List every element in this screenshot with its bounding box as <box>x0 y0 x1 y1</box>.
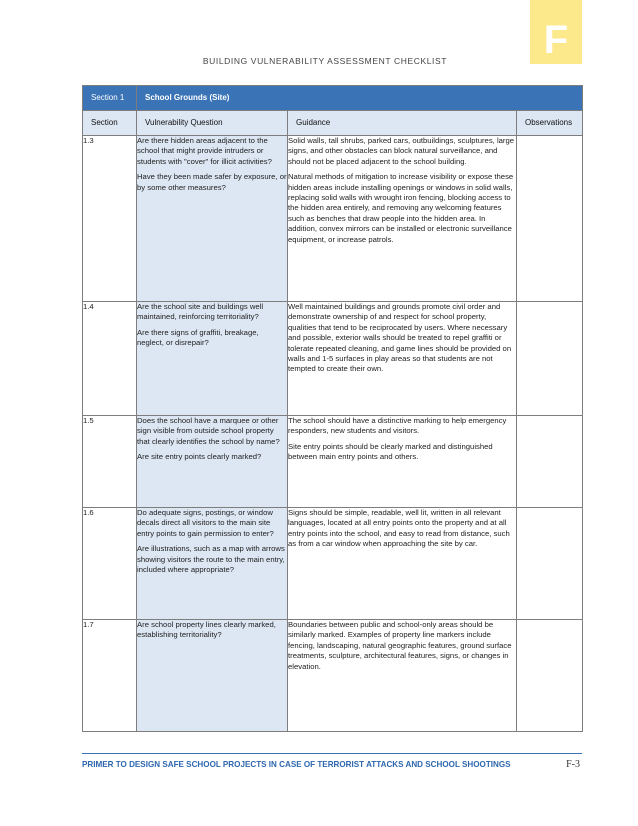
column-header-section: Section <box>83 111 137 136</box>
row-number: 1.5 <box>83 416 137 508</box>
observations-cell[interactable] <box>517 620 583 732</box>
footer-divider <box>82 753 582 754</box>
question-cell <box>137 620 288 732</box>
checklist-table <box>82 85 583 732</box>
column-header-guidance: Guidance <box>288 111 517 136</box>
question-text: Do adequate signs, postings, or window decals direct all visitors to the main site entry points to gain permission to enter? <box>137 508 274 538</box>
section-title: School Grounds (Site) <box>137 86 583 111</box>
question-text: Are site entry points clearly marked? <box>137 452 262 462</box>
table-row <box>83 302 583 416</box>
observations-cell[interactable] <box>517 416 583 508</box>
guidance-cell <box>288 136 517 302</box>
guidance-text: Site entry points should be clearly marked and distinguished between main entry points and others. <box>288 441 493 462</box>
document-title: BUILDING VULNERABILITY ASSESSMENT CHECKLIST <box>202 56 448 66</box>
row-number: 1.7 <box>83 620 137 732</box>
guidance-cell <box>288 508 517 620</box>
question-text: Are illustrations, such as a map with arrows showing visitors the route to the main entry, included where appropriate? <box>137 544 285 575</box>
appendix-letter: F <box>543 18 569 62</box>
question-text: Does the school have a marquee or other sign visible from outside school property that clearly identifies the school by name? <box>137 416 280 446</box>
row-number: 1.6 <box>83 508 137 620</box>
table-row <box>83 620 583 732</box>
row-number: 1.4 <box>83 302 137 416</box>
guidance-text: Signs should be simple, readable, well lit, written in all relevant languages, located at all entry points onto the property and at all entry points into the school, and easy to read from distance, such as from a car window when approaching the site by car. <box>288 508 510 549</box>
column-header-row <box>83 111 583 136</box>
column-header-observations: Observations <box>517 111 583 136</box>
observations-cell[interactable] <box>517 302 583 416</box>
question-text: Are the school site and buildings well maintained, reinforcing territoriality? <box>137 302 264 322</box>
guidance-cell <box>288 302 517 416</box>
footer-title: PRIMER TO DESIGN SAFE SCHOOL PROJECTS IN CASE OF TERRORIST ATTACKS AND SCHOOL SHOOTINGS <box>82 760 511 769</box>
question-text: Are there hidden areas adjacent to the school that might provide intruders or students with "cover" for illicit activities? <box>137 136 272 166</box>
page-number: F-3 <box>566 759 580 770</box>
guidance-text: Natural methods of mitigation to increase visibility or expose these hidden areas include installing openings or windows in solid walls, replacing solid walls with wrought iron fencing, blocking access to the hidden area entirely, and removing any welcoming features such as benches that draw people into the hidden area. In addition, convex mirrors can be installed or electronic surveillance equipment, or increase patrols. <box>288 172 514 244</box>
column-header-question: Vulnerability Question <box>137 111 288 136</box>
guidance-text: The school should have a distinctive marking to help emergency responders, new students and visitors. <box>288 416 507 436</box>
question-text: Are there signs of graffiti, breakage, neglect, or disrepair? <box>137 327 259 348</box>
guidance-text: Solid walls, tall shrubs, parked cars, outbuildings, sculptures, large signs, and other obstacles can block natural surveillance, and should not be placed adjacent to the school building. <box>288 136 515 166</box>
row-number: 1.3 <box>83 136 137 302</box>
question-cell <box>137 302 288 416</box>
question-text: Have they been made safer by exposure, or by some other measures? <box>137 172 287 192</box>
question-cell <box>137 508 288 620</box>
table-row <box>83 136 583 302</box>
observations-cell[interactable] <box>517 508 583 620</box>
guidance-cell <box>288 620 517 732</box>
appendix-tab <box>530 0 582 64</box>
guidance-cell <box>288 416 517 508</box>
page-footer <box>82 759 582 773</box>
question-text: Are school property lines clearly marked, establishing territoriality? <box>137 620 276 640</box>
guidance-text: Boundaries between public and school-only areas should be similarly marked. Examples of property line markers include fencing, landscaping, natural geographic features, ground surface treatments, sculpture, architectural features, signs, or changes in elevation. <box>288 620 512 671</box>
section-header-row <box>83 86 583 111</box>
table-row <box>83 508 583 620</box>
question-cell <box>137 136 288 302</box>
guidance-text: Well maintained buildings and grounds promote civil order and demonstrate ownership of and respect for school property, qualities that tend to be reciprocated by users. Where necessary and possible, exterior walls should be treated to repel graffiti or tolerate repeated cleaning, and game lines should be provided on walls and 1-5 surfaces in play areas so that students are not tempted to create their own. <box>288 302 512 374</box>
table-row <box>83 416 583 508</box>
question-cell <box>137 416 288 508</box>
observations-cell[interactable] <box>517 136 583 302</box>
section-label: Section 1 <box>83 86 137 111</box>
